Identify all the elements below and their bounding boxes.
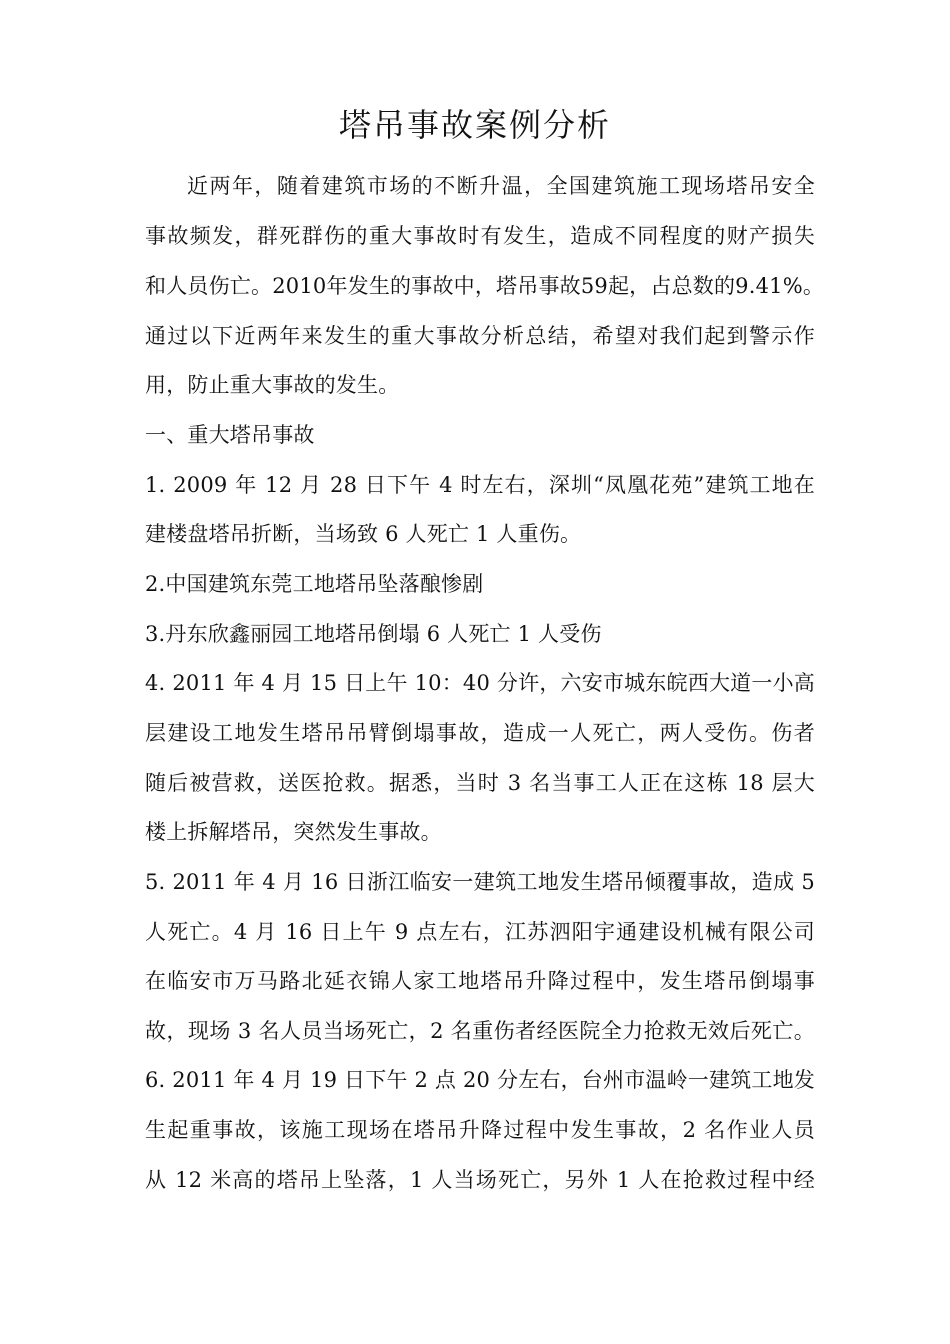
list-item-line: 3.丹东欣鑫丽园工地塔吊倒塌 6 人死亡 1 人受伤: [145, 622, 602, 646]
list-item-line: 4. 2011 年 4 月 15 日上午 10：40 分许，六安市城东皖西大道一小高: [145, 671, 815, 695]
paragraph-line: 通过以下近两年来发生的重大事故分析总结，希望对我们起到警示作: [145, 324, 815, 348]
list-item-line: 2.中国建筑东莞工地塔吊坠落酿惨剧: [145, 572, 484, 596]
list-item-line: 故，现场 3 名人员当场死亡，2 名重伤者经医院全力抢救无效后死亡。: [145, 1019, 815, 1043]
list-item-line: 5. 2011 年 4 月 16 日浙江临安一建筑工地发生塔吊倾覆事故，造成 5: [145, 870, 815, 894]
list-item-line: 建楼盘塔吊折断，当场致 6 人死亡 1 人重伤。: [145, 522, 582, 546]
list-item-line: 层建设工地发生塔吊吊臂倒塌事故，造成一人死亡，两人受伤。伤者: [145, 721, 815, 745]
paragraph-line: 用，防止重大事故的发生。: [145, 373, 400, 397]
list-item-line: 人死亡。4 月 16 日上午 9 点左右，江苏泗阳宇通建设机械有限公司: [145, 920, 815, 944]
list-item-line: 6. 2011 年 4 月 19 日下午 2 点 20 分左右，台州市温岭一建筑工地发: [145, 1068, 815, 1092]
list-item-line: 从 12 米高的塔吊上坠落，1 人当场死亡，另外 1 人在抢救过程中经: [145, 1168, 815, 1192]
list-item-line: 1. 2009 年 12 月 28 日下午 4 时左右，深圳“凤凰花苑”建筑工地在: [145, 473, 815, 497]
section-heading: 一、重大塔吊事故: [145, 423, 315, 447]
paragraph-line: 事故频发，群死群伤的重大事故时有发生，造成不同程度的财产损失: [145, 224, 815, 248]
paragraph-line: 和人员伤亡。2010年发生的事故中，塔吊事故59起，占总数的9.41%。: [145, 274, 825, 298]
list-item-line: 在临安市万马路北延衣锦人家工地塔吊升降过程中，发生塔吊倒塌事: [145, 969, 815, 993]
document-title: 塔吊事故案例分析: [338, 106, 611, 144]
list-item-line: 随后被营救，送医抢救。据悉，当时 3 名当事工人正在这栋 18 层大: [145, 771, 815, 795]
list-item-line: 楼上拆解塔吊，突然发生事故。: [145, 820, 442, 844]
paragraph-line: 近两年，随着建筑市场的不断升温，全国建筑施工现场塔吊安全: [187, 174, 815, 198]
list-item-line: 生起重事故，该施工现场在塔吊升降过程中发生事故，2 名作业人员: [145, 1118, 815, 1142]
